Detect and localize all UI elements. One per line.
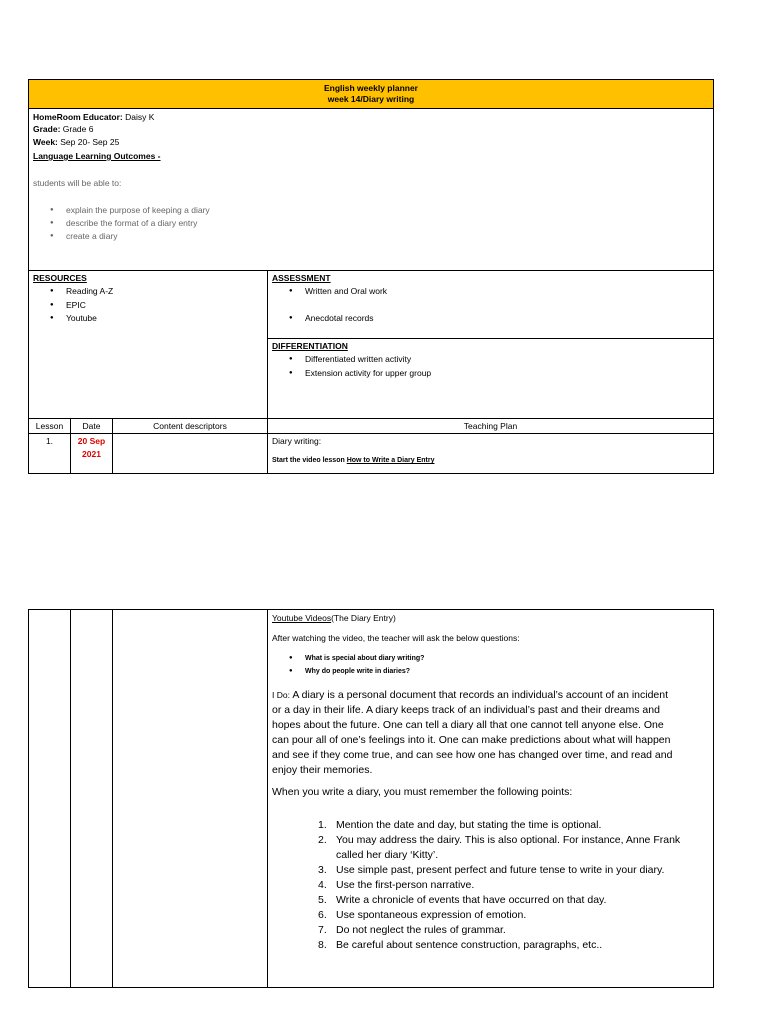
youtube-videos-link[interactable]: Youtube Videos <box>272 613 332 623</box>
grade-label: Grade: <box>33 124 61 134</box>
week-line <box>33 137 119 148</box>
outcome-item: ● explain the purpose of keeping a diary <box>66 205 210 216</box>
assessment-item: ● Written and Oral work <box>305 286 387 297</box>
resource-item: ● EPIC <box>66 300 86 311</box>
table-header-lesson <box>28 418 71 434</box>
resource-item: ● Youtube <box>66 313 97 324</box>
point-number: 5. <box>318 894 327 906</box>
point-item <box>318 938 603 953</box>
header-date: Date <box>82 421 101 431</box>
point-text: Use spontaneous expression of emotion. <box>336 909 527 921</box>
ido-text-0: A diary is a personal document that records an individual’s account of an incident <box>292 689 669 701</box>
differentiation-item: ● Differentiated written activity <box>305 354 411 365</box>
point-item <box>318 863 665 878</box>
differentiation-section <box>267 338 714 419</box>
table-row <box>28 433 71 474</box>
table-row-date <box>70 433 113 474</box>
point-item <box>318 833 681 848</box>
table-row-plan <box>267 433 714 474</box>
ido-label: I Do: <box>272 690 293 700</box>
grade-value: Grade 6 <box>60 124 94 134</box>
grade-line <box>33 124 93 135</box>
ido-text: or a day in their life. A diary keeps track of an individual’s past and their dreams and <box>272 704 660 716</box>
point-number: 2. <box>318 834 327 846</box>
planner-subtitle: week 14/Diary writing <box>327 94 415 104</box>
assessment-section <box>267 270 714 339</box>
info-section <box>28 108 714 271</box>
point-text: called her diary ‘Kitty’. <box>336 849 439 861</box>
point-item <box>318 818 602 833</box>
table-row-content <box>112 433 268 474</box>
point-number: 7. <box>318 924 327 936</box>
outcomes-label: Language Learning Outcomes - <box>33 151 161 161</box>
page2-plan-col <box>267 609 714 988</box>
ido-text: hopes about the future. One can tell a diary all that one cannot tell anyone else. One <box>272 719 664 731</box>
ido-text: and see if they come true, and can see how one has changed over time, and read and <box>272 749 673 761</box>
header-plan: Teaching Plan <box>463 421 518 431</box>
question-item: ● Why do people write in diaries? <box>305 666 410 677</box>
outcomes-intro: students will be able to: <box>33 178 122 188</box>
ido-line <box>272 688 668 703</box>
educator-line <box>33 112 154 123</box>
video-suffix: (The Diary Entry) <box>331 613 396 623</box>
plan-heading: Diary writing: <box>272 436 322 446</box>
week-label: Week: <box>33 137 58 147</box>
week-value: Sep 20- Sep 25 <box>57 137 120 147</box>
differentiation-heading: DIFFERENTIATION <box>272 341 348 351</box>
table-header-content <box>112 418 268 434</box>
outcome-item: ● describe the format of a diary entry <box>66 218 197 229</box>
differentiation-item: ● Extension activity for upper group <box>305 368 431 379</box>
point-item <box>318 908 527 923</box>
plan-video-line <box>272 455 434 466</box>
table-header-date <box>70 418 113 434</box>
point-number: 4. <box>318 879 327 891</box>
point-text: Be careful about sentence construction, paragraphs, etc.. <box>336 939 603 951</box>
lesson-date-year: 2021 <box>82 449 101 459</box>
page2-content-col <box>112 609 268 988</box>
point-text: Mention the date and day, but stating the time is optional. <box>336 819 602 831</box>
point-number: 6. <box>318 909 327 921</box>
resources-heading: RESOURCES <box>33 273 87 283</box>
point-text: Do not neglect the rules of grammar. <box>336 924 506 936</box>
header-content: Content descriptors <box>153 421 227 431</box>
ido-text: can pour all of one’s feelings into it. One can make predictions about what will happen <box>272 734 671 746</box>
header-lesson: Lesson <box>35 421 64 431</box>
video-line <box>272 613 396 624</box>
point-item <box>336 848 438 863</box>
point-text: You may address the dairy. This is also optional. For instance, Anne Frank <box>336 834 681 846</box>
plan-video-prefix: Start the video lesson <box>272 457 347 464</box>
point-text: Use the first-person narrative. <box>336 879 475 891</box>
outcome-item: ● create a diary <box>66 231 118 242</box>
educator-label: HomeRoom Educator: <box>33 112 123 122</box>
lesson-date-day: 20 Sep <box>77 436 106 446</box>
point-text: Use simple past, present perfect and future tense to write in your diary. <box>336 864 665 876</box>
page2-lesson-col <box>28 609 71 988</box>
lesson-number: 1. <box>45 436 54 446</box>
resource-item: ● Reading A-Z <box>66 286 113 297</box>
point-number: 3. <box>318 864 327 876</box>
point-number: 8. <box>318 939 327 951</box>
planner-title: English weekly planner <box>323 83 418 93</box>
point-number: 1. <box>318 819 327 831</box>
page2-date-col <box>70 609 113 988</box>
after-video-text: After watching the video, the teacher will ask the below questions: <box>272 633 520 643</box>
educator-value: Daisy K <box>122 112 155 122</box>
planner-header <box>28 79 714 109</box>
video-lesson-link[interactable]: How to Write a Diary Entry <box>346 457 435 464</box>
assessment-heading: ASSESSMENT <box>272 273 331 283</box>
point-text: Write a chronicle of events that have occurred on that day. <box>336 894 607 906</box>
point-item <box>318 923 506 938</box>
point-item <box>318 893 607 908</box>
table-header-plan <box>267 418 714 434</box>
assessment-item: ● Anecdotal records <box>305 313 374 324</box>
point-item <box>318 878 475 893</box>
points-intro: When you write a diary, you must remember the following points: <box>272 786 573 798</box>
resources-section <box>28 270 268 419</box>
question-item: ● What is special about diary writing? <box>305 653 424 664</box>
ido-text: enjoy their memories. <box>272 764 373 776</box>
